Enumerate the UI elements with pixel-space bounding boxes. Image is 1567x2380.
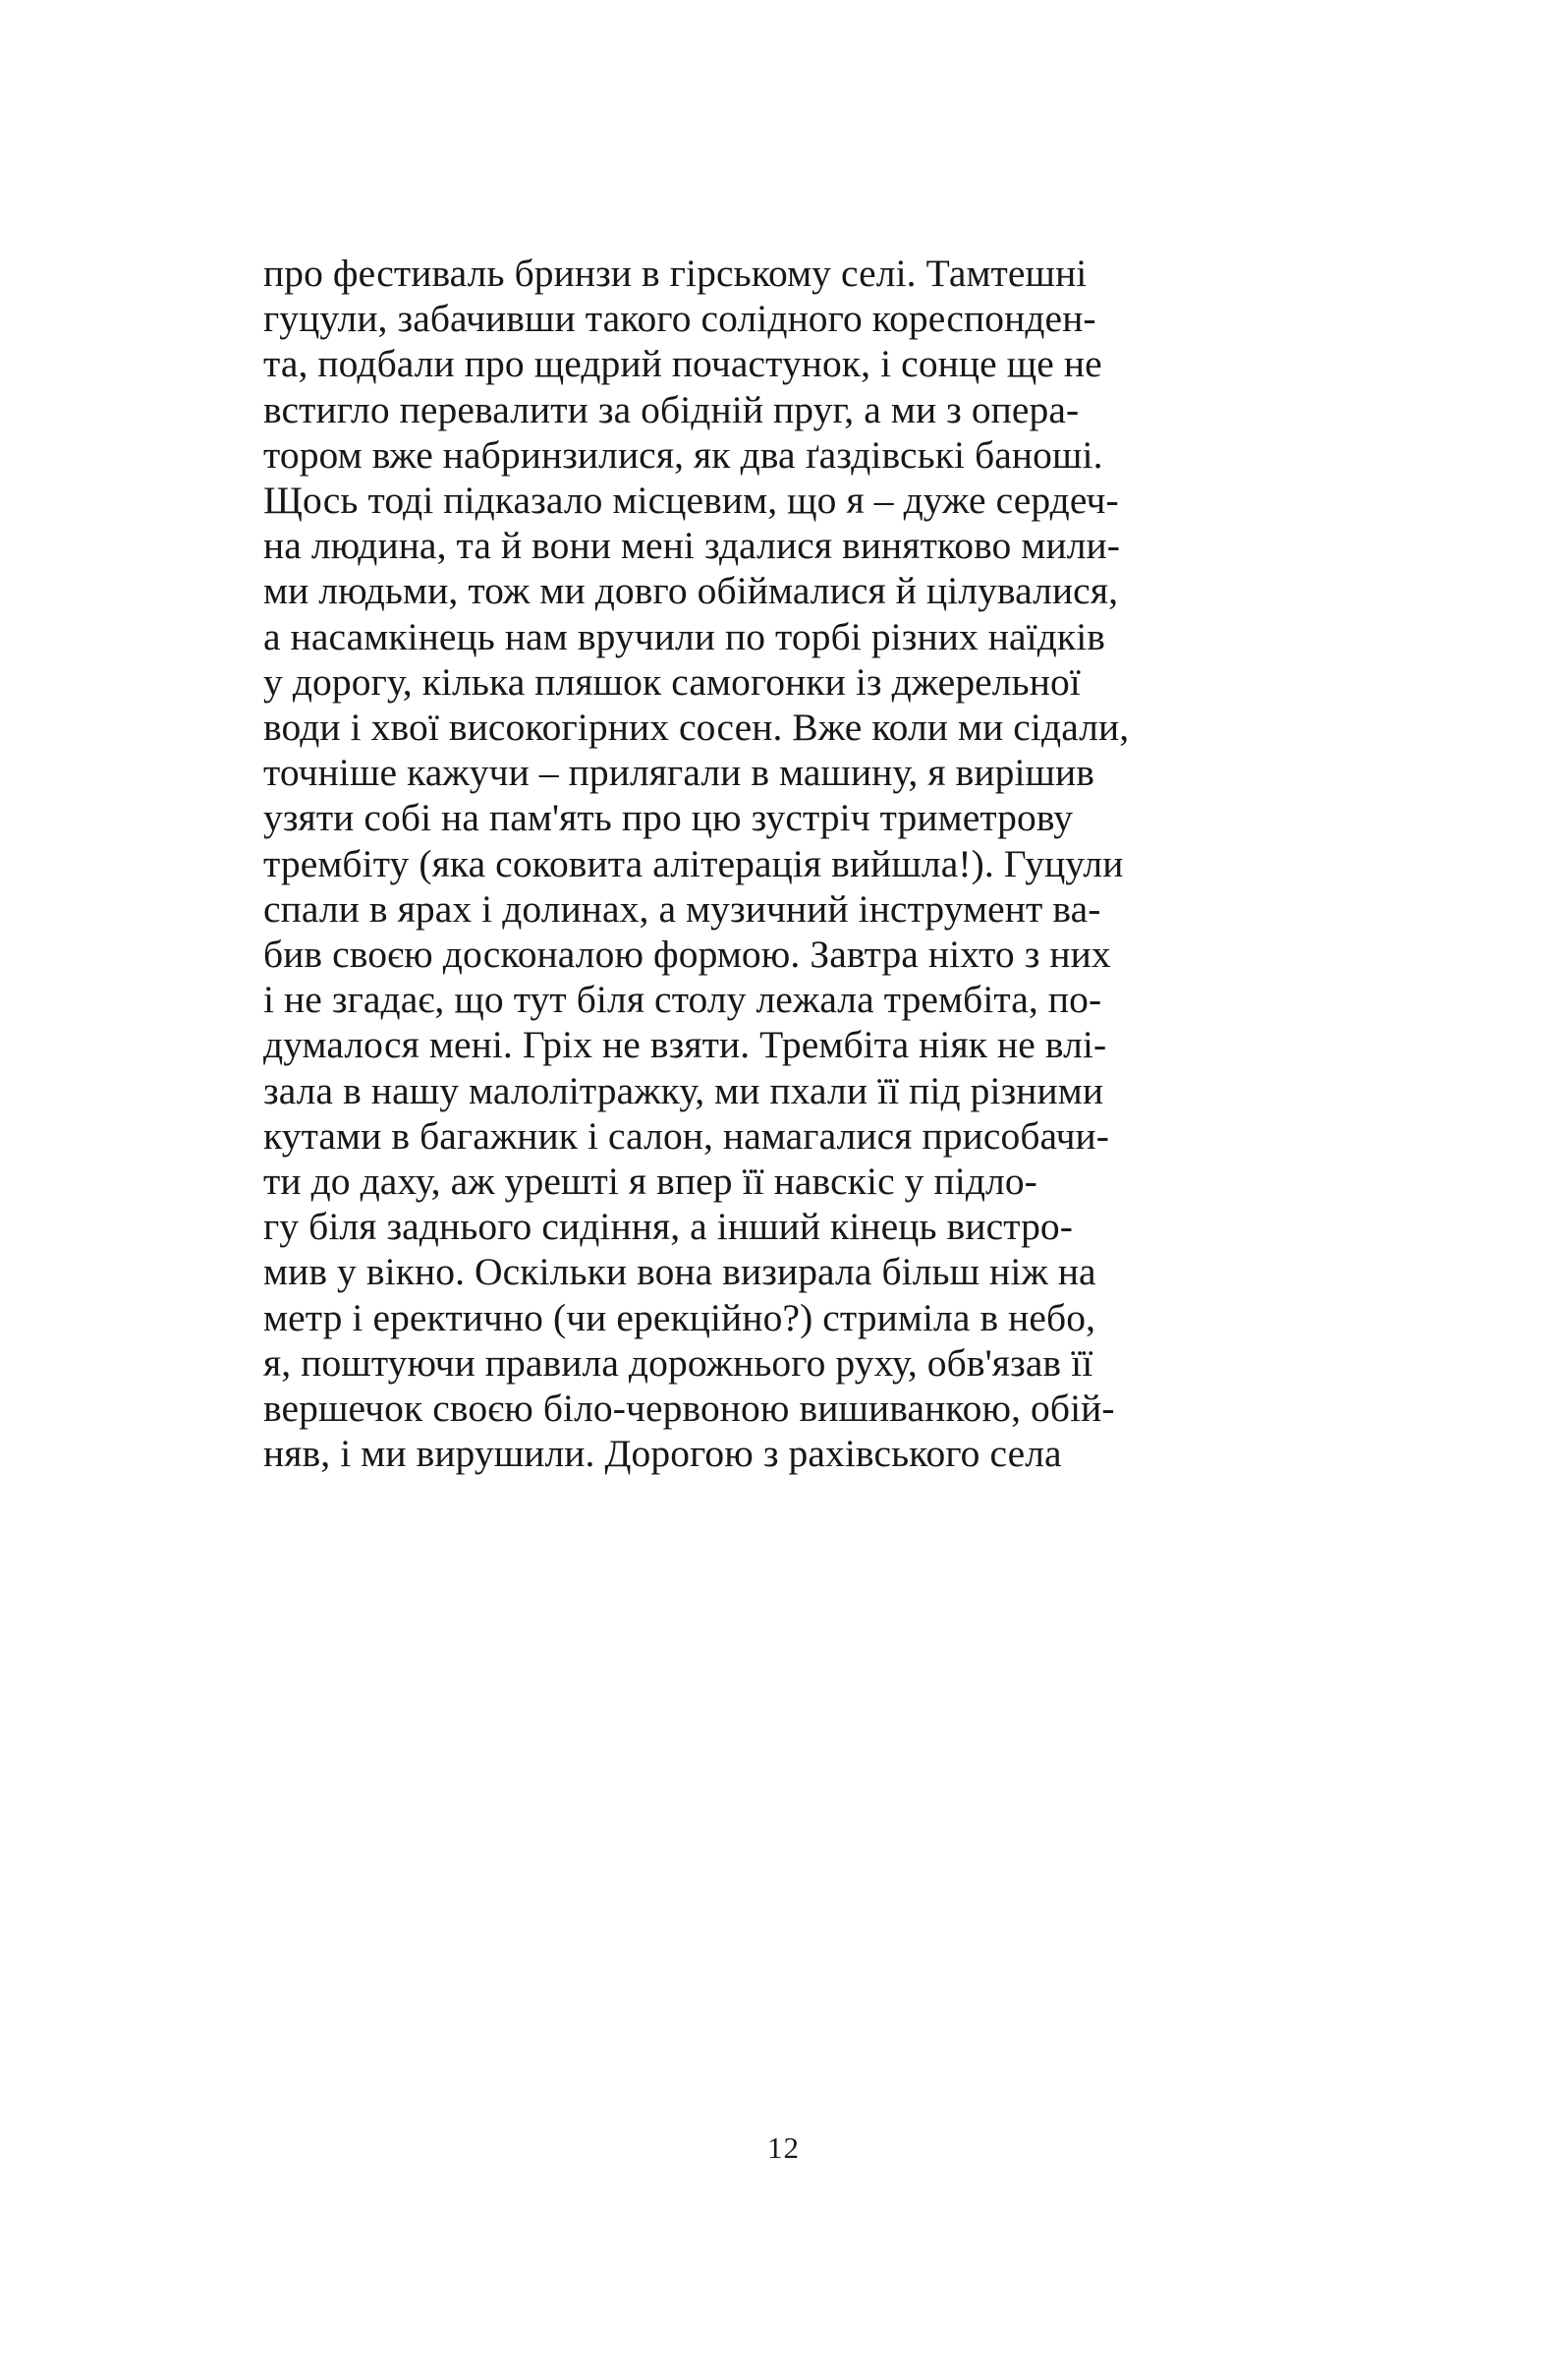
text-line-14: трембіту (яка соковита алітерація вийшла!). Гуцули xyxy=(263,841,1124,885)
text-line-9: а насамкінець нам вручили по торбі різних наїдків xyxy=(263,614,1106,658)
text-line-26: вершечок своєю біло-червоною вишиванкою, обій- xyxy=(263,1387,1115,1431)
text-line-24: метр і еректично (чи ерекційно?) стриміла в небо, xyxy=(263,1295,1096,1339)
text-line-19: зала в нашу малолітражку, ми пхали її під різними xyxy=(263,1068,1104,1112)
text-line-1: про фестиваль бринзи в гірському селі. Тамтешні xyxy=(263,252,1088,295)
text-line-6: Щось тоді підказало місцевим, що я – дуже сердеч- xyxy=(263,479,1119,523)
text-line-20: кутами в багажник і салон, намагалися присобачи- xyxy=(263,1113,1110,1158)
text-line-11: води і хвої високогірних сосен. Вже коли ми сідали, xyxy=(263,706,1130,750)
text-line-18: думалося мені. Гріх не взяти. Трембіта ніяк не влі- xyxy=(263,1023,1107,1067)
text-line-12: точніше кажучи – прилягали в машину, я вирішив xyxy=(263,751,1095,795)
text-line-15: спали в ярах і долинах, а музичний інструмент ва- xyxy=(263,886,1101,931)
text-line-23: мив у вікно. Оскільки вона визирала більш ніж на xyxy=(263,1250,1096,1294)
text-line-27: няв, і ми вирушили. Дорогою з рахівського села xyxy=(263,1432,1062,1476)
text-line-21: ти до даху, аж урешті я впер її навскіс у підло- xyxy=(263,1160,1037,1204)
text-line-17: і не згадає, що тут біля столу лежала трембіта, по- xyxy=(263,978,1102,1022)
text-line-2: гуцули, забачивши такого солідного кореспонден- xyxy=(263,297,1096,341)
text-line-13: узяти собі на пам'ять про цю зустріч триметрову xyxy=(263,796,1074,840)
body-text xyxy=(263,251,1307,1476)
text-line-22: гу біля заднього сидіння, а інший кінець вистро- xyxy=(263,1205,1074,1249)
text-line-16: бив своєю досконалою формою. Завтра ніхто з них xyxy=(263,933,1111,977)
text-line-8: ми людьми, тож ми довго обіймалися й цілувалися, xyxy=(263,569,1119,613)
text-line-5: тором вже набринзилися, як два ґаздівські баноші. xyxy=(263,432,1103,477)
text-line-7: на людина, та й вони мені здалися винятково мили- xyxy=(263,524,1121,568)
text-line-4: встигло перевалити за обідній пруг, а ми з опера- xyxy=(263,387,1080,431)
text-line-25: я, поштуючи правила дорожнього руху, обв'язав її xyxy=(263,1340,1093,1385)
text-line-10: у дорогу, кілька пляшок самогонки із джерельної xyxy=(263,659,1081,704)
page-number: 12 xyxy=(767,2130,800,2165)
text-line-3: та, подбали про щедрий почастунок, і сонце ще не xyxy=(263,342,1102,386)
